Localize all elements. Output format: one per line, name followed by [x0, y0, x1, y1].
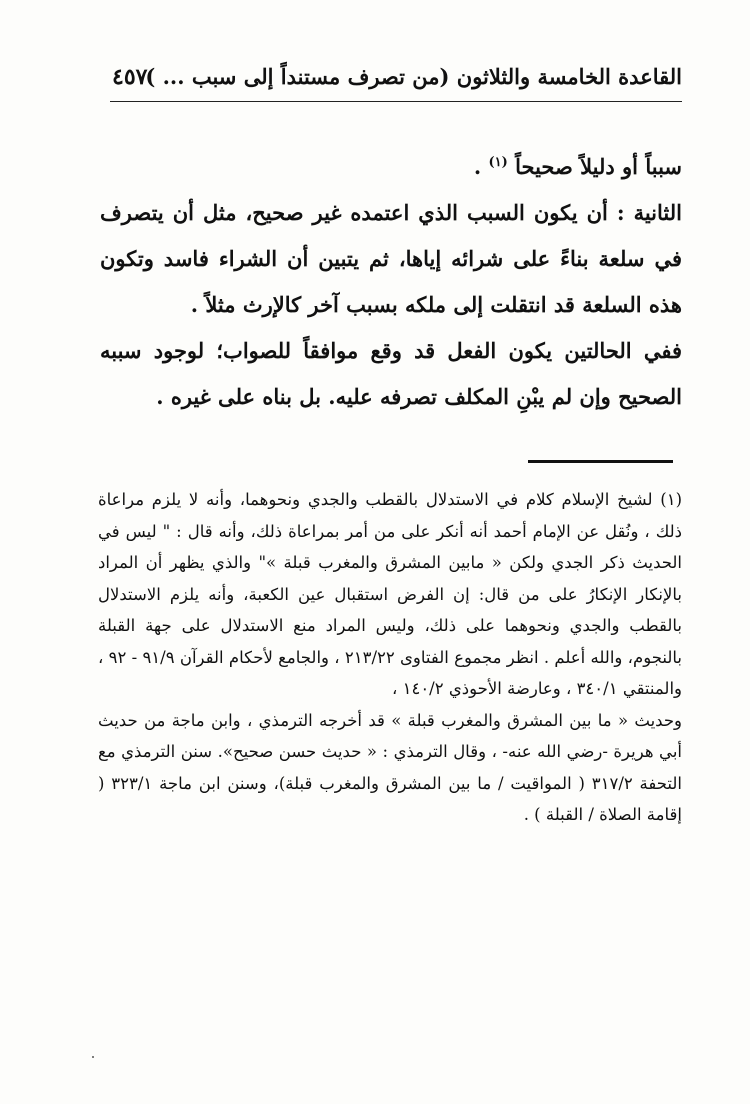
paragraph-1-text: سبباً أو دليلاً صحيحاً [515, 154, 682, 179]
paragraph-1-tail: . [473, 154, 482, 179]
running-header [112, 58, 682, 102]
chapter-title: القاعدة الخامسة والثلاثون (من تصرف مستنداً إلى سبب ... ) [145, 64, 682, 89]
paragraph-1 [100, 140, 682, 190]
footnote-reference: (١) [488, 155, 508, 170]
header-divider [110, 101, 682, 102]
scan-speck [92, 1056, 94, 1058]
footnote-1: (١) لشيخ الإسلام كلام في الاستدلال بالقطب والجدي ونحوهما، وأنه لا يلزم مراعاة ذلك ، ونُقل عن الإمام أحمد أنه أنكر على من أمر بمراعاة ذلك، وأنه قال : " ليس في الحديث ذكر الجدي ولكن « مابين المشرق والمغرب قبلة »" والذي يظهر أن المراد بالإنكار الإنكارُ على من قال: إن الفرض استقبال عين الكعبة، وأنه يلزم الاستدلال بالقطب والجدي ونحوهما على ذلك، وليس المراد منع الاستدلال على جهة القبلة بالنجوم، والله أعلم . انظر مجموع الفتاوى ٢١٣/٢٢ ، والجامع لأحكام القرآن ٩١/٩ - ٩٢ ، والمنتقي ٣٤٠/١ ، وعارضة الأحوذي ١٤٠/٢ ، [98, 490, 682, 698]
paragraph-2: الثانية : أن يكون السبب الذي اعتمده غير صحيح، مثل أن يتصرف في سلعة بناءً على شرائه إياها، ثم يتبين أن الشراء فاسد وتكون هذه السلعة قد انتقلت إلى ملكه بسبب آخر كالإرث مثلاً . [100, 200, 682, 317]
footnote-divider [528, 460, 673, 463]
footnotes [98, 484, 682, 831]
footnote-1-continued: وحديث « ما بين المشرق والمغرب قبلة » قد أخرجه الترمذي ، وابن ماجة من حديث أبي هريرة -رضي الله عنه- ، وقال الترمذي : « حديث حسن صحيح». سنن الترمذي مع التحفة ٣١٧/٢ ( المواقيت / ما بين المشرق والمغرب قبلة)، وسنن ابن ماجة ٣٢٣/١ ( إقامة الصلاة / القبلة ) . [98, 710, 682, 824]
paragraph-3: ففي الحالتين يكون الفعل قد وقع موافقاً للصواب؛ لوجود سببه الصحيح وإن لم يبْنِ المكلف تصرفه عليه. بل بناه على غيره . [100, 338, 682, 409]
page-number: ٤٥٧ [112, 64, 148, 90]
main-text [100, 140, 682, 420]
